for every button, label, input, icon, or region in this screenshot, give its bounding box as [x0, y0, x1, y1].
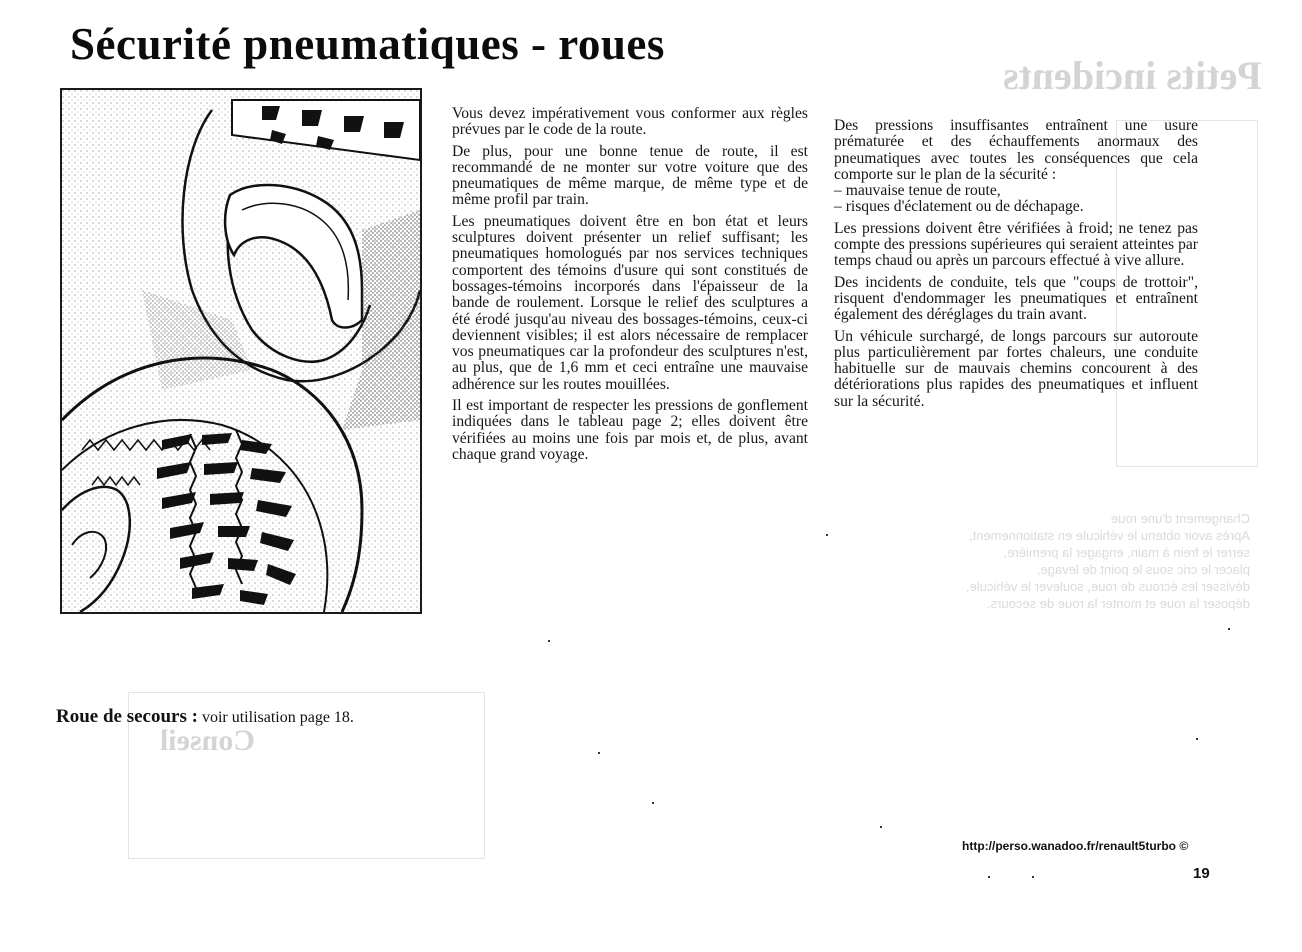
bleed-through-title: Petits incidents: [1003, 53, 1262, 98]
page-number: 19: [1193, 865, 1210, 882]
footer-url: http://perso.wanadoo.fr/renault5turbo ©: [962, 839, 1189, 853]
paragraph: Il est important de respecter les pressions de gonflement indiquées dans le tableau page 2; elles doivent être vérifiées au moins une fois par mois et, de plus, avant chaque grand voyage.: [452, 397, 808, 463]
bleed-through-note-title: Conseil: [160, 724, 256, 757]
paragraph: Des incidents de conduite, tels que "coups de trottoir", risquent d'endommager les pneumatiques et entraînent également des déréglages du train avant.: [834, 273, 1198, 324]
page-title: Sécurité pneumatiques - roues: [70, 19, 665, 69]
text-column-right: [834, 118, 1198, 415]
scan-speck: [880, 826, 882, 828]
bleed-through-text: Changement d'une roue Après avoir obtenu le véhicule en stationnement, serrer le frein à main, engager la première, placer le cric sous le point de levage, dévisser les écrous de roue, soulever le véhicule, déposer la roue et monter la roue de secours.: [966, 511, 1250, 611]
paragraph: De plus, pour une bonne tenue de route, il est recommandé de ne monter sur votre voiture que des pneumatiques de même marque, de même type et de même profil par train.: [452, 142, 808, 209]
list-item: – mauvaise tenue de route,: [834, 182, 1001, 200]
scan-speck: [652, 802, 654, 804]
scan-speck: [988, 876, 990, 878]
text-column-left: [452, 106, 808, 468]
tire-illustration: [60, 88, 422, 614]
scan-speck: [826, 534, 828, 536]
spare-wheel-heading: Roue de secours :: [56, 706, 198, 727]
scan-speck: [1032, 876, 1034, 878]
scan-speck: [548, 640, 550, 642]
scan-speck: [1228, 628, 1230, 630]
scan-speck: [598, 752, 600, 754]
paragraph: Des pressions insuffisantes entraînent une usure prématurée et des échauffements anormaux des pneumatiques avec toutes les conséquences que cela comporte sur le plan de la sécurité :: [834, 117, 1198, 183]
paragraph: Un véhicule surchargé, de longs parcours sur autoroute plus particulièrement par fortes chaleurs, une conduite habituelle sur de mauvais chemins concourent à des détériorations plus rapides des pneumatiques et influent sur la sécurité.: [834, 327, 1198, 410]
list-item: – risques d'éclatement ou de déchapage.: [834, 198, 1084, 216]
spare-wheel-text: voir utilisation page 18.: [197, 709, 354, 726]
dash-list: [834, 183, 1198, 216]
paragraph: Les pneumatiques doivent être en bon état et leurs sculptures doivent présenter un relief suffisant; les pneumatiques homologués par nos services techniques comportent des témoins d'usure qui sont constitués de bossages-témoins incorporés dans l'épaisseur de la bande de roulement. Lorsque le relief des sculptures a été érodé jusqu'au niveau des bossages-témoins, ceux-ci deviennent visibles; il est alors nécessaire de remplacer vos pneumatiques car la profondeur des sculptures n'est, au plus, que de 1,6 mm et ceci entraîne une mauvaise adhérence sur les routes mouillées.: [452, 212, 808, 393]
tire-tread-illustration-icon: [62, 90, 420, 612]
paragraph: Les pressions doivent être vérifiées à froid; ne tenez pas compte des pressions supérieures qui seraient atteintes par temps chaud ou après un parcours effectué à vive allure.: [834, 219, 1198, 270]
paragraph: Vous devez impérativement vous conformer aux règles prévues par le code de la route.: [452, 105, 808, 139]
spare-wheel-note: [56, 706, 354, 728]
scan-speck: [1196, 738, 1198, 740]
